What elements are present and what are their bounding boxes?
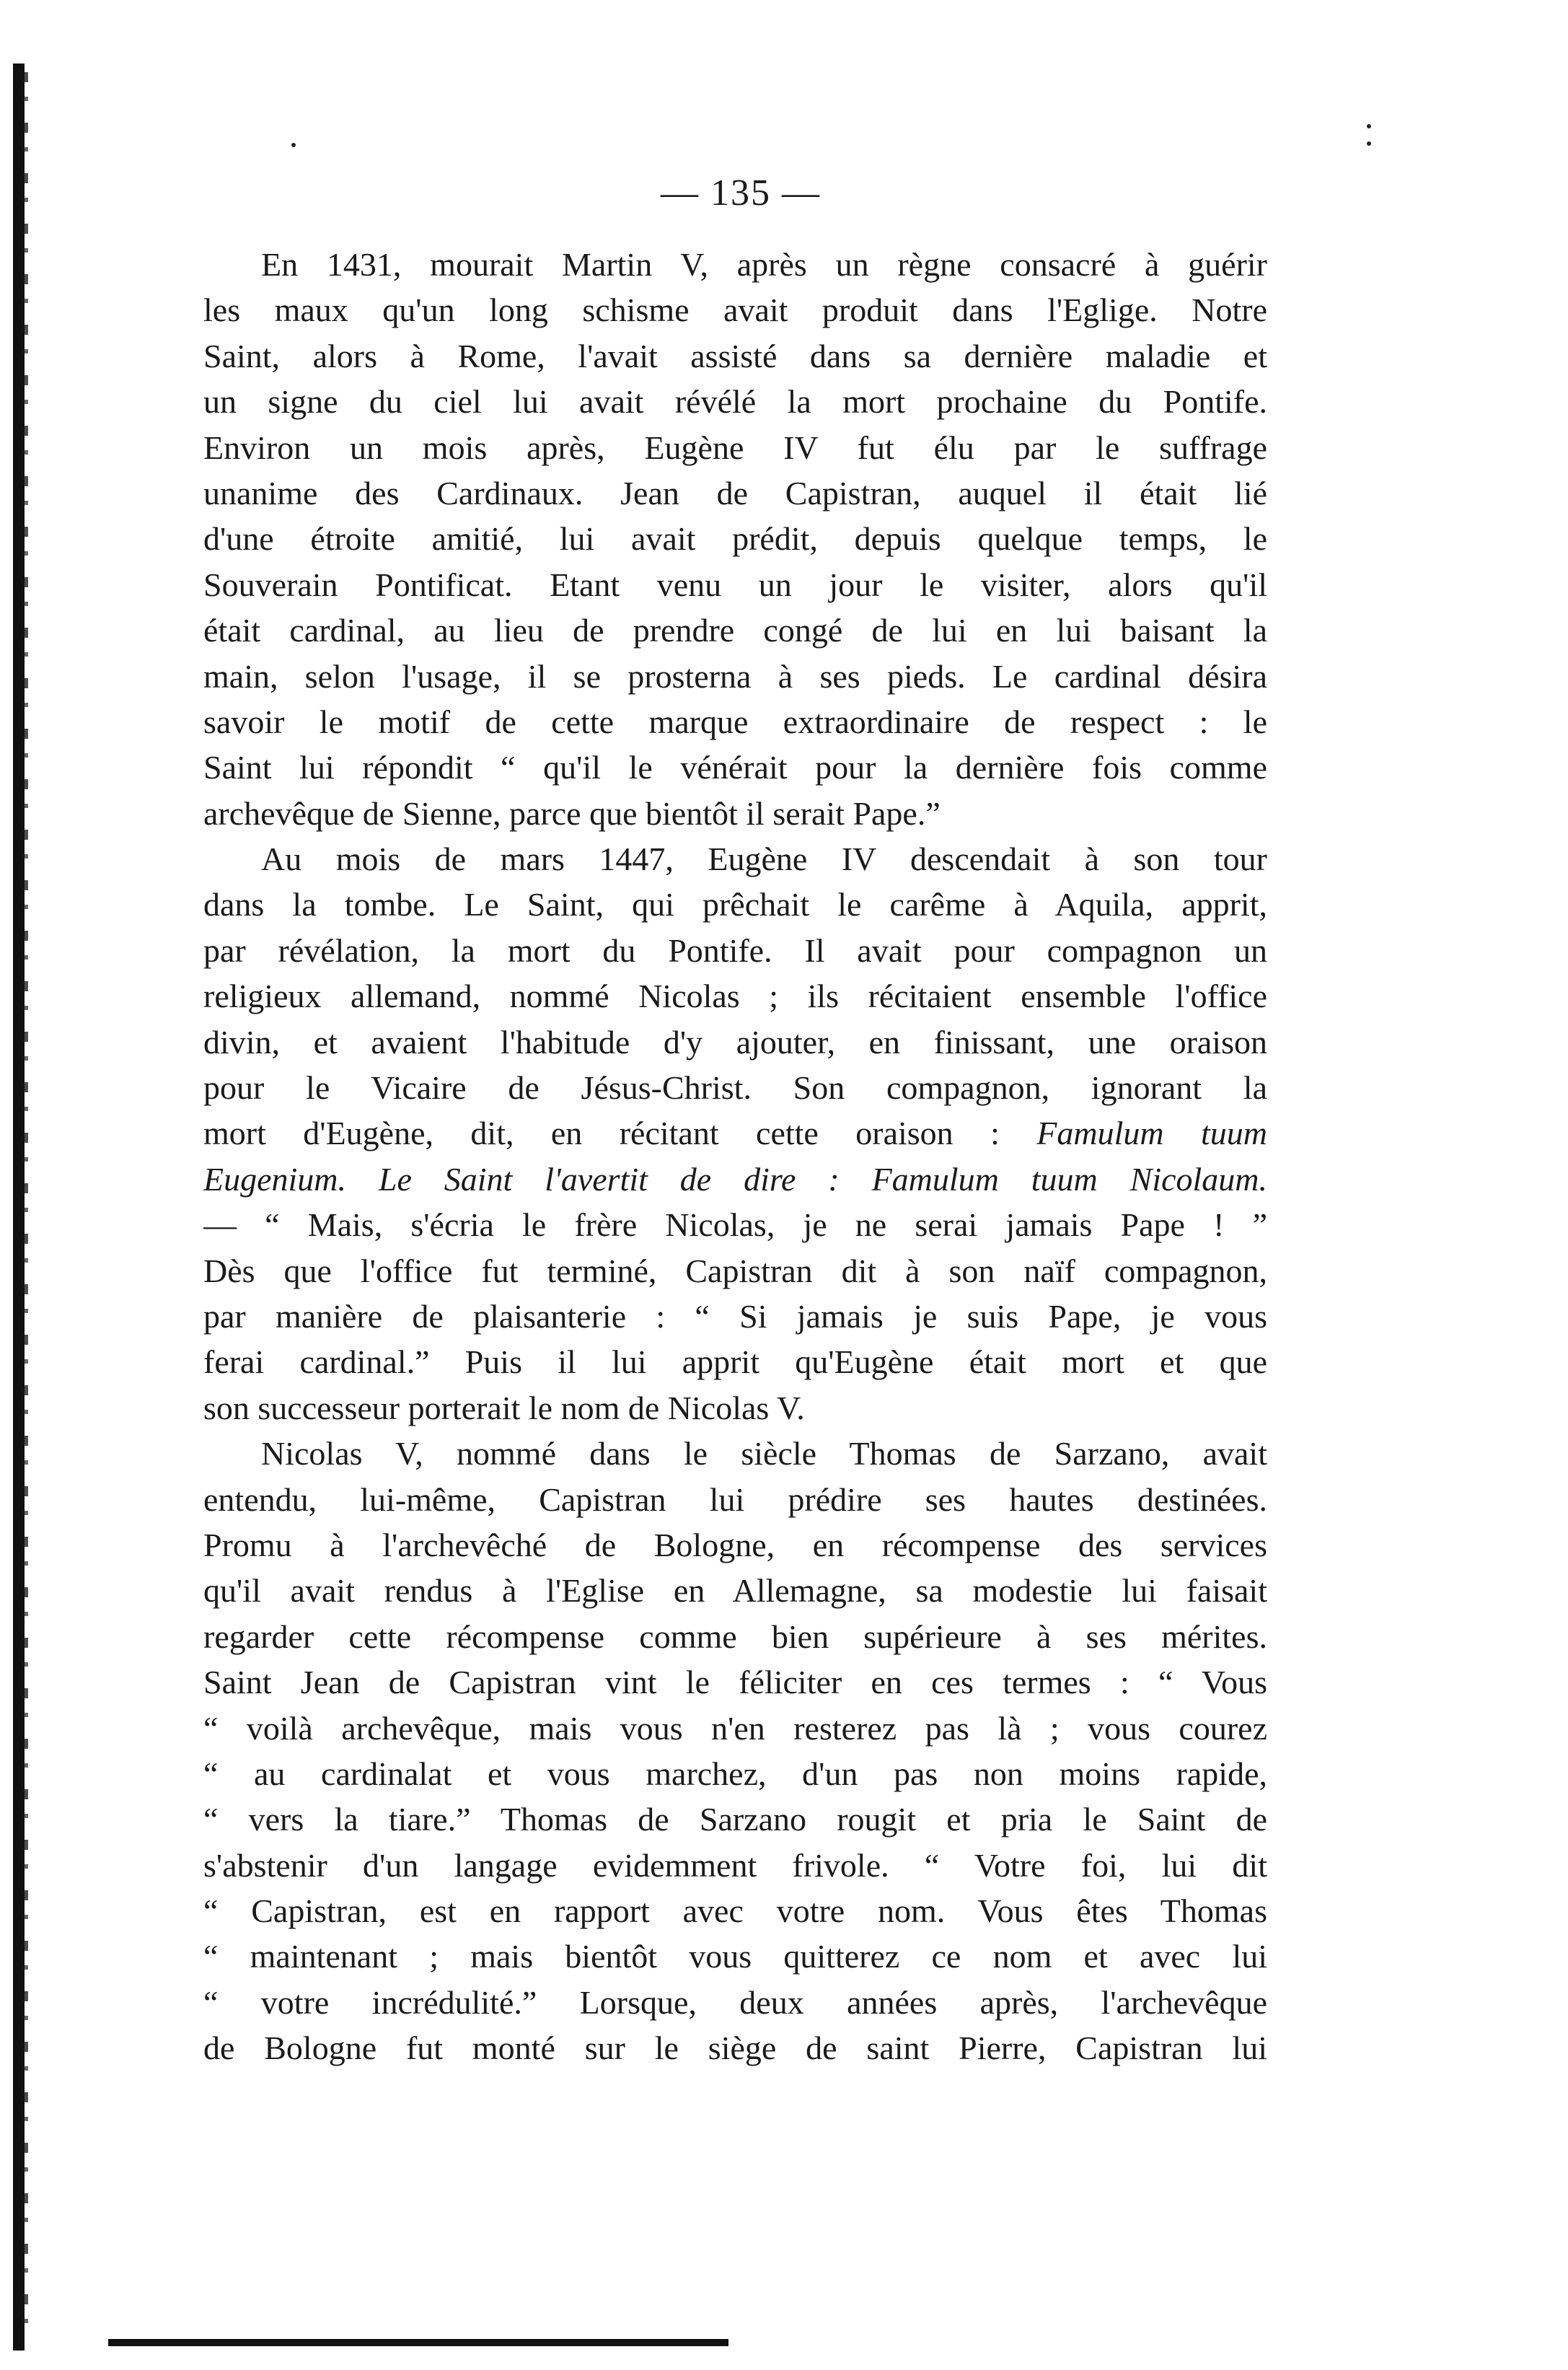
italic-latin-phrase: Famulum tuum Nicolaum. bbox=[871, 1160, 1267, 1198]
text-line-with-italic bbox=[203, 1110, 1267, 1156]
text-line: qu'il avait rendus à l'Eglise en Allemagne, sa modestie lui faisait bbox=[203, 1572, 1267, 1610]
text-line: “ votre incrédulité.” Lorsque, deux années après, l'archevêque bbox=[203, 1983, 1267, 2021]
italic-latin-phrase: Famulum tuum bbox=[1036, 1115, 1267, 1152]
text-line: — “ Mais, s'écria le frère Nicolas, je ne serai jamais Pape ! ” bbox=[203, 1206, 1267, 1244]
text-line: Saint lui répondit “ qu'il le vénérait pour la dernière fois comme bbox=[203, 749, 1267, 786]
page-text bbox=[203, 242, 1267, 2071]
text-line: archevêque de Sienne, parce que bientôt il serait Pape.” bbox=[203, 794, 941, 832]
text-line: s'abstenir d'un langage evidemment frivole. “ Votre foi, lui dit bbox=[203, 1846, 1267, 1884]
text-line: Nicolas V, nommé dans le siècle Thomas de Sarzano, avait bbox=[261, 1435, 1267, 1473]
text-line: Dès que l'office fut terminé, Capistran dit à son naïf compagnon, bbox=[203, 1252, 1267, 1289]
text-line: Souverain Pontificat. Etant venu un jour le visiter, alors qu'il bbox=[203, 566, 1267, 603]
text-line: par manière de plaisanterie : “ Si jamais je suis Pape, je vous bbox=[203, 1297, 1267, 1335]
text-line: unanime des Cardinaux. Jean de Capistran, auquel il était lié bbox=[203, 474, 1267, 512]
print-speck bbox=[291, 143, 296, 147]
text-line-with-italic bbox=[203, 1157, 1267, 1202]
text-segment: mort d'Eugène, dit, en récitant cette oraison : bbox=[203, 1115, 1000, 1152]
text-line: par révélation, la mort du Pontife. Il avait pour compagnon un bbox=[203, 931, 1267, 969]
bottom-page-edge bbox=[108, 2339, 728, 2346]
text-line: son successeur porterait le nom de Nicolas V. bbox=[203, 1389, 805, 1426]
binding-shadow bbox=[25, 72, 28, 2345]
text-line: Environ un mois après, Eugène IV fut élu par le suffrage bbox=[203, 429, 1267, 466]
text-line: d'une étroite amitié, lui avait prédit, depuis quelque temps, le bbox=[203, 520, 1267, 558]
text-line: Saint, alors à Rome, l'avait assisté dans sa dernière maladie et bbox=[203, 337, 1267, 374]
text-line: était cardinal, au lieu de prendre congé de lui en lui baisant la bbox=[203, 612, 1267, 649]
text-line: main, selon l'usage, il se prosterna à ses pieds. Le cardinal désira bbox=[203, 657, 1267, 695]
text-line: savoir le motif de cette marque extraordinaire de respect : le bbox=[203, 703, 1267, 740]
print-speck bbox=[1367, 141, 1371, 146]
text-line: En 1431, mourait Martin V, après un règne consacré à guérir bbox=[261, 246, 1267, 283]
text-line: “ vers la tiare.” Thomas de Sarzano rougit et pria le Saint de bbox=[203, 1801, 1267, 1838]
text-line: Au mois de mars 1447, Eugène IV descendait à son tour bbox=[261, 841, 1267, 878]
text-line: pour le Vicaire de Jésus-Christ. Son compagnon, ignorant la bbox=[203, 1069, 1267, 1107]
text-line: religieux allemand, nommé Nicolas ; ils récitaient ensemble l'office bbox=[203, 978, 1267, 1015]
page-number: — 135 — bbox=[661, 172, 821, 214]
text-line: de Bologne fut monté sur le siège de saint Pierre, Capistran lui bbox=[203, 2029, 1267, 2067]
text-line: “ maintenant ; mais bientôt vous quitterez ce nom et avec lui bbox=[203, 1938, 1267, 1975]
text-line: ferai cardinal.” Puis il lui apprit qu'Eugène était mort et que bbox=[203, 1343, 1267, 1381]
text-line: les maux qu'un long schisme avait produit dans l'Eglige. Notre bbox=[203, 291, 1267, 329]
text-line: Saint Jean de Capistran vint le féliciter en ces termes : “ Vous bbox=[203, 1664, 1267, 1701]
text-line: un signe du ciel lui avait révélé la mort prochaine du Pontife. bbox=[203, 383, 1267, 421]
text-line: dans la tombe. Le Saint, qui prêchait le carême à Aquila, apprit, bbox=[203, 886, 1267, 923]
text-line: regarder cette récompense comme bien supérieure à ses mérites. bbox=[203, 1618, 1267, 1655]
text-line: Promu à l'archevêché de Bologne, en récompense des services bbox=[203, 1526, 1267, 1563]
text-line: “ voilà archevêque, mais vous n'en resterez pas là ; vous courez bbox=[203, 1709, 1267, 1747]
text-line: “ au cardinalat et vous marchez, d'un pas non moins rapide, bbox=[203, 1755, 1267, 1792]
text-line: divin, et avaient l'habitude d'y ajouter, en finissant, une oraison bbox=[203, 1023, 1267, 1061]
print-speck bbox=[1367, 124, 1371, 128]
italic-latin-word: Eugenium. Le Saint l'avertit de dire : bbox=[203, 1160, 840, 1198]
book-binding-edge bbox=[13, 63, 25, 2351]
text-line: “ Capistran, est en rapport avec votre nom. Vous êtes Thomas bbox=[203, 1892, 1267, 1930]
text-line: entendu, lui-même, Capistran lui prédire ses hautes destinées. bbox=[203, 1480, 1267, 1518]
